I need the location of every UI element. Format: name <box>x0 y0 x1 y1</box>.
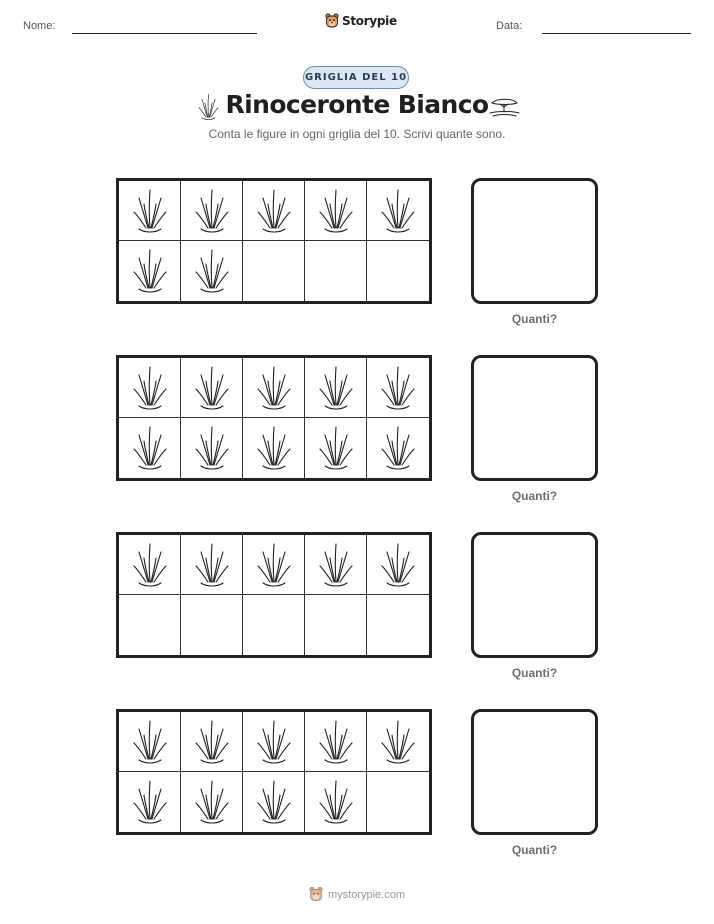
grass-tuft-icon <box>257 423 291 473</box>
worksheet-title: Rinoceronte Bianco <box>225 90 489 119</box>
ten-frame-cell <box>243 181 305 241</box>
grass-tuft-icon <box>319 363 353 413</box>
ten-frame-cell <box>305 712 367 772</box>
grass-tuft-icon <box>133 186 167 236</box>
ten-frame-cell <box>181 535 243 595</box>
grass-tuft-icon <box>195 423 229 473</box>
ten-frame-cell <box>243 595 305 655</box>
name-label: Nome: <box>23 20 56 32</box>
grass-tuft-icon <box>195 777 229 827</box>
ten-frame-cell <box>119 358 181 418</box>
savanna-tree-icon <box>489 95 520 117</box>
answer-prompt: Quanti? <box>511 489 558 503</box>
grass-tuft-icon <box>133 540 167 590</box>
ten-frame-cell <box>305 535 367 595</box>
date-line[interactable] <box>542 33 691 34</box>
answer-prompt: Quanti? <box>511 312 558 326</box>
ten-frame <box>116 532 432 658</box>
answer-box[interactable] <box>471 178 598 304</box>
ten-frame-cell <box>243 772 305 832</box>
grass-tuft-icon <box>381 363 415 413</box>
grass-tuft-icon <box>257 186 291 236</box>
ten-frame-cell <box>181 595 243 655</box>
grass-tuft-icon <box>381 717 415 767</box>
ten-frame-cell <box>367 241 429 301</box>
ten-frame-cell <box>305 241 367 301</box>
ten-frame-cell <box>305 418 367 478</box>
answer-prompt: Quanti? <box>511 666 558 680</box>
grass-tuft-icon <box>319 540 353 590</box>
ten-frame-cell <box>119 772 181 832</box>
ten-frame-cell <box>181 418 243 478</box>
ten-frame-cell <box>119 595 181 655</box>
grass-tuft-icon <box>319 423 353 473</box>
ten-frame-cell <box>243 418 305 478</box>
answer-box[interactable] <box>471 532 598 658</box>
brand-name: Storypie <box>342 14 397 28</box>
ten-frame-cell <box>367 535 429 595</box>
storypie-logo <box>325 13 397 29</box>
ten-frame <box>116 709 432 835</box>
ten-frame-cell <box>243 358 305 418</box>
grass-tuft-icon <box>257 777 291 827</box>
ten-frame-cell <box>119 418 181 478</box>
ten-frame-cell <box>367 358 429 418</box>
grass-tuft-icon <box>257 717 291 767</box>
ten-frame-cell <box>367 595 429 655</box>
grass-tuft-icon <box>319 186 353 236</box>
answer-prompt: Quanti? <box>511 843 558 857</box>
grass-tuft-icon <box>133 423 167 473</box>
ten-frame-cell <box>305 772 367 832</box>
grass-tuft-icon <box>319 777 353 827</box>
ten-frame-cell <box>243 535 305 595</box>
grass-tuft-icon <box>381 540 415 590</box>
ten-frame-cell <box>181 712 243 772</box>
answer-box[interactable] <box>471 355 598 481</box>
ten-frame-cell <box>367 712 429 772</box>
name-line[interactable] <box>72 33 257 34</box>
ten-frame-cell <box>119 535 181 595</box>
grass-tuft-icon <box>195 186 229 236</box>
grass-tuft-icon <box>133 777 167 827</box>
grass-tuft-icon <box>133 717 167 767</box>
ten-frame <box>116 178 432 304</box>
grass-tuft-icon <box>195 717 229 767</box>
ten-frame-cell <box>243 712 305 772</box>
ten-frame-cell <box>181 358 243 418</box>
ten-frame-cell <box>119 712 181 772</box>
grass-tuft-icon <box>195 246 229 296</box>
ten-frame-cell <box>367 181 429 241</box>
grass-tuft-icon <box>381 186 415 236</box>
ten-frame-cell <box>181 181 243 241</box>
grass-tuft-icon <box>257 540 291 590</box>
ten-frame-cell <box>305 595 367 655</box>
worksheet-type-badge: GRIGLIA DEL 10 <box>303 66 409 89</box>
storypie-mascot-icon <box>309 886 323 903</box>
ten-frame <box>116 355 432 481</box>
answer-box[interactable] <box>471 709 598 835</box>
ten-frame-cell <box>243 241 305 301</box>
ten-frame-cell <box>119 181 181 241</box>
footer-url[interactable]: mystorypie.com <box>327 888 406 901</box>
date-label: Data: <box>496 20 523 32</box>
ten-frame-cell <box>305 358 367 418</box>
grass-tuft-icon <box>319 717 353 767</box>
grass-tuft-icon <box>195 363 229 413</box>
footer <box>0 886 714 903</box>
ten-frame-cell <box>367 772 429 832</box>
grass-tuft-icon <box>257 363 291 413</box>
ten-frame-cell <box>181 772 243 832</box>
ten-frame-cell <box>367 418 429 478</box>
ten-frame-cell <box>305 181 367 241</box>
grass-tuft-icon <box>133 246 167 296</box>
ten-frame-cell <box>119 241 181 301</box>
worksheet-instructions: Conta le figure in ogni griglia del 10. Scrivi quante sono. <box>208 127 506 141</box>
storypie-mascot-icon <box>325 13 339 29</box>
grass-tuft-icon <box>381 423 415 473</box>
ten-frame-cell <box>181 241 243 301</box>
grass-tuft-icon <box>195 540 229 590</box>
grass-tuft-icon <box>133 363 167 413</box>
